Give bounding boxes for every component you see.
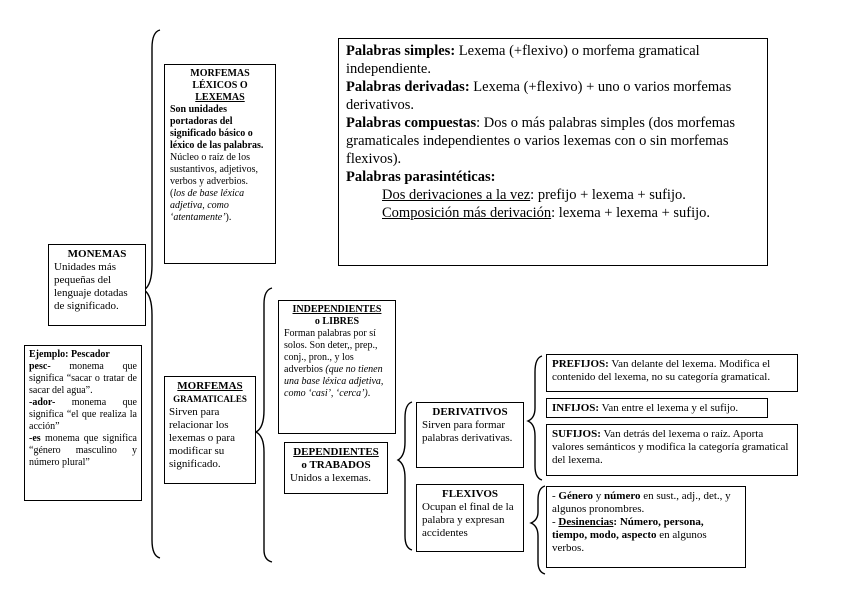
lexicos-italic-close: ). <box>225 212 232 223</box>
fd-dash1: - <box>552 490 559 502</box>
independientes-box <box>278 300 396 434</box>
composicion <box>346 204 760 222</box>
monemas-box <box>48 244 146 326</box>
lexicos-box <box>164 64 276 264</box>
fd-text1: en sust., adj., det., y algunos pronombres. <box>552 490 731 515</box>
ejemplo-ador-desc: monema que significa “el que realiza la acción” <box>29 397 137 432</box>
derivadas-text: Lexema (+flexivo) + uno o varios morfemas derivativos. <box>346 79 732 113</box>
gramaticales-box <box>164 376 256 484</box>
gramaticales-title-1: MORFEMAS <box>177 380 243 392</box>
flexivos-brace <box>531 486 545 574</box>
derivativos-desc: Sirven para formar palabras derivativas. <box>422 419 513 444</box>
ejemplo-pesc-term: pesc- <box>29 361 51 372</box>
fd-desinencias: Desinencias <box>558 516 614 528</box>
composicion-text: : lexema + lexema + sufijo. <box>551 205 711 221</box>
lexicos-desc: Núcleo o raíz de los sustantivos, adjetivos, verbos y adverbios. <box>170 152 259 187</box>
dos-derivaciones-text: : prefijo + lexema + sufijo. <box>530 187 686 203</box>
derivativos-box <box>416 402 524 468</box>
simples-label: Palabras simples: <box>346 43 456 59</box>
independientes-desc-wrap <box>284 328 390 400</box>
ejemplo-box <box>24 345 142 501</box>
dos-derivaciones <box>346 186 760 204</box>
infijos-text: Van entre el lexema y el sufijo. <box>599 402 739 414</box>
compuestas-label: Palabras compuestas <box>346 115 477 131</box>
independientes-title-2: o LIBRES <box>314 316 360 327</box>
infijos-box <box>546 398 768 418</box>
compuestas-text: : Dos o más palabras simples (dos morfemas gramaticales independientes o varios lexemas con o sin morfemas flexivos). <box>346 115 736 167</box>
monemas-title: MONEMAS <box>67 248 127 260</box>
ejemplo-es-desc: monema que significa “género masculino y número plural” <box>29 433 137 468</box>
lexicos-bold-desc: Son unidades portadoras del significado básico o léxico de las palabras. <box>170 104 264 151</box>
dependientes-box <box>284 442 388 494</box>
gramaticales-desc: Sirven para relacionar los lexemas o para modificar su significado. <box>169 406 235 470</box>
fd-genero: Género <box>558 490 594 502</box>
fd-numero: número <box>604 490 641 502</box>
dependientes-brace <box>398 402 412 550</box>
sufijos-label: SUFIJOS: <box>552 428 601 440</box>
lexicos-title-1: MORFEMAS <box>190 68 250 79</box>
flexivos-detail-line1 <box>552 490 740 516</box>
flexivos-detail-box <box>546 486 746 568</box>
derivadas-label: Palabras derivadas: <box>346 79 470 95</box>
derivativos-brace <box>528 356 542 480</box>
simples-text: Lexema (+flexivo) o morfema gramatical independiente. <box>346 43 700 77</box>
fd-desinencias-bold: : Número, persona, tiempo, modo, aspecto <box>552 516 704 541</box>
independientes-end: . <box>367 388 371 399</box>
sufijos-box <box>546 424 798 476</box>
palabras-box <box>338 38 768 266</box>
independientes-italic: (que no tienen una base léxica adjetiva, como ‘casi’, ‘cerca’) <box>284 364 384 399</box>
independientes-title-1: INDEPENDIENTES <box>292 304 382 315</box>
ejemplo-title: Ejemplo: Pescador <box>29 349 110 360</box>
lexicos-italic-wrap <box>170 188 270 224</box>
lexicos-title-3: LEXEMAS <box>195 92 245 103</box>
gramaticales-brace <box>256 288 272 562</box>
parasinteticas-label: Palabras parasintéticas: <box>346 169 496 185</box>
composicion-label: Composición más derivación <box>382 205 552 221</box>
flexivos-box <box>416 484 524 552</box>
ejemplo-ador-term: -ador- <box>29 397 56 408</box>
palabras-compuestas <box>346 114 760 168</box>
flexivos-desc: Ocupan el final de la palabra y expresan accidentes <box>422 501 514 539</box>
sufijos-text: Van detrás del lexema o raíz. Aporta valores semánticos y modifica la categoría gramatical del lexema. <box>552 428 789 466</box>
lexicos-italic: los de base léxica adjetiva, como ‘atentamente’ <box>170 188 245 223</box>
infijos-label: INFIJOS: <box>552 402 600 414</box>
monemas-desc: Unidades más pequeñas del lenguaje dotadas de significado. <box>54 261 128 312</box>
prefijos-label: PREFIJOS: <box>552 358 609 370</box>
lexicos-italic-open: ( <box>170 188 174 199</box>
derivativos-title: DERIVATIVOS <box>432 406 508 418</box>
independientes-desc: Forman palabras por sí solos. Son deter,, prep., conj., pron., y los adverbios <box>284 328 378 375</box>
main-brace <box>144 30 160 558</box>
palabras-simples <box>346 42 760 78</box>
dependientes-desc: Unidos a lexemas. <box>290 472 371 484</box>
dependientes-title-2: o TRABADOS <box>301 459 371 471</box>
ejemplo-pesc-desc: monema que significa “sacar o tratar de sacar del agua”. <box>29 361 137 396</box>
lexicos-title-2: LÉXICOS O <box>192 80 248 91</box>
fd-dash2: - <box>552 516 559 528</box>
palabras-derivadas <box>346 78 760 114</box>
prefijos-box <box>546 354 798 392</box>
fd-y: y <box>593 490 605 502</box>
flexivos-title: FLEXIVOS <box>441 488 498 500</box>
dependientes-title-1: DEPENDIENTES <box>293 446 379 458</box>
gramaticales-title-2: GRAMATICALES <box>173 394 247 404</box>
fd-text2: en algunos verbos. <box>552 529 707 554</box>
dos-derivaciones-label: Dos derivaciones a la vez <box>382 187 531 203</box>
flexivos-detail-line2 <box>552 516 740 555</box>
ejemplo-es-term: -es <box>29 433 41 444</box>
prefijos-text: Van delante del lexema. Modifica el contenido del lexema, no su categoría gramatical. <box>552 358 771 383</box>
